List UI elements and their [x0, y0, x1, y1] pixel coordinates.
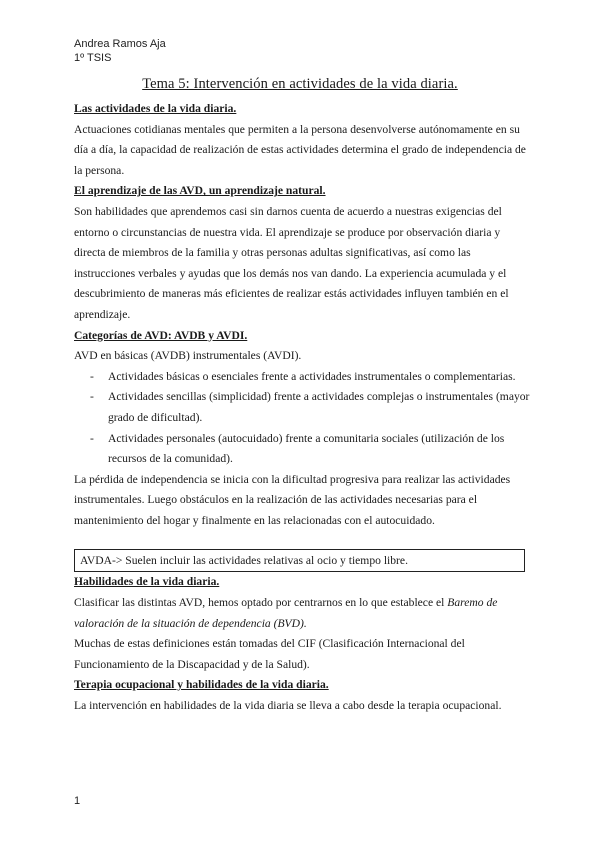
- baremo-reference: Baremo de valoración de la situación de dependencia (BVD).: [74, 596, 498, 630]
- document-title: Tema 5: Intervención en actividades de la vida diaria.: [142, 76, 458, 92]
- section-text-categorias: La pérdida de independencia se inicia con la dificultad progresiva para realizar las actividades instrumentales. Luego obstáculos en la realización de las actividades necesarias para el mantenimiento del hogar y finalmente en las relacionadas con el autocuidado.: [74, 472, 511, 527]
- list-item: - Actividades sencillas (simplicidad) frente a actividades complejas o instrumentales (mayor grado de dificultad).: [74, 387, 530, 428]
- author-name: Andrea Ramos Aja: [74, 38, 166, 50]
- section-text-avd: Actuaciones cotidianas mentales que permiten a la persona desenvolverse autónomamente en su día a día, la capacidad de realización de estas actividades determina el grado de independencia de la persona.: [74, 122, 526, 177]
- section-text-aprendizaje: Son habilidades que aprendemos casi sin darnos cuenta de acuerdo a nuestras exigencias del entorno o circunstancias de nuestra vida. El aprendizaje se produce por observación diaria y directa de miembros de la familia y otras personas adultas significativas, así como las instrucciones verbales y ayudas que los demás nos van dando. La experiencia acumulada y el descubrimiento de maneras más eficientes de realizar estás actividades influyen también en el aprendizaje.: [74, 204, 509, 321]
- section-text-habilidades: [74, 593, 530, 634]
- avda-note-box: AVDA-> Suelen incluir las actividades relativas al ocio y tiempo libre.: [74, 549, 525, 572]
- section-text-cif: Muchas de estas definiciones están tomadas del CIF (Clasificación Internacional del Funcionamiento de la Discapacidad y de la Salud).: [74, 637, 465, 671]
- page-number: 1: [74, 795, 81, 807]
- section-heading-habilidades: Habilidades de la vida diaria.: [74, 575, 220, 589]
- page-header: [74, 37, 166, 65]
- section-intro-categorias: AVD en básicas (AVDB) instrumentales (AVDI).: [74, 349, 302, 363]
- section-heading-avd: Las actividades de la vida diaria.: [74, 102, 237, 115]
- course-label: 1º TSIS: [74, 52, 112, 64]
- section-heading-terapia: Terapia ocupacional y habilidades de la vida diaria.: [74, 678, 329, 692]
- habilidades-text-lead: Clasificar las distintas AVD, hemos optado por centrarnos en lo que establece el: [74, 596, 448, 610]
- section-text-terapia: La intervención en habilidades de la vida diaria se lleva a cabo desde la terapia ocupacional.: [74, 699, 502, 713]
- list-item: - Actividades básicas o esenciales frente a actividades instrumentales o complementarias.: [74, 367, 530, 388]
- section-heading-aprendizaje: El aprendizaje de las AVD, un aprendizaje natural.: [74, 184, 326, 198]
- list-item: - Actividades personales (autocuidado) frente a comunitaria sociales (utilización de los recursos de la comunidad).: [74, 429, 530, 470]
- document-body: [74, 99, 530, 717]
- categorias-list: [74, 367, 530, 470]
- section-heading-categorias: Categorías de AVD: AVDB y AVDI.: [74, 328, 248, 342]
